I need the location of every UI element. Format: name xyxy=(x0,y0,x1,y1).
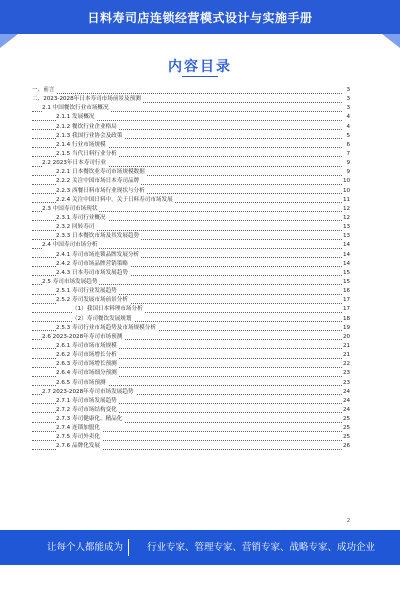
toc-entry[interactable] xyxy=(32,141,350,150)
toc-entry-page: 12 xyxy=(343,205,350,214)
toc-title-underline xyxy=(182,76,218,77)
toc-entry-page: 7 xyxy=(343,150,350,159)
toc-entry-title: 2.6.2 寿司市场增长分析 xyxy=(56,351,119,360)
toc-entry-page: 13 xyxy=(343,223,350,232)
toc-entry-title: 2.3.3 日本餐饮市场及其发展趋势 xyxy=(56,232,141,241)
toc-entry-title: 2.1.3 我国行业协会及政策 xyxy=(56,132,124,141)
toc-entry-title: 2.1.1 发展概况 xyxy=(56,113,96,122)
toc-entry-title: 2.7.6 品牌化发展 xyxy=(56,442,102,451)
toc-entry-page: 21 xyxy=(343,351,350,360)
toc-entry-page: 6 xyxy=(343,141,350,150)
toc-entry[interactable] xyxy=(32,205,350,214)
toc-entry-title: 2.5.3 寿司行业市场趋势及市场规模分析 xyxy=(56,324,158,333)
toc-entry-title: 2.4.2 寿司市场品牌营销策略 xyxy=(56,260,130,269)
toc-entry[interactable] xyxy=(32,296,350,305)
toc-entry[interactable] xyxy=(32,415,350,424)
toc-entry[interactable] xyxy=(32,150,350,159)
toc-entry[interactable] xyxy=(32,159,350,168)
toc-entry-page: 5 xyxy=(343,132,350,141)
toc-entry-title: （1）我国日本料理市场分析 xyxy=(72,305,145,314)
footer-divider xyxy=(128,539,129,556)
toc-entry[interactable] xyxy=(32,104,350,113)
toc-entry[interactable] xyxy=(32,388,350,397)
toc-entry-page: 25 xyxy=(343,424,350,433)
toc-entry-title: 2.4 中国寿司市场分析 xyxy=(42,241,99,250)
toc-entry-title: 2.6.3 寿司市场增长预测 xyxy=(56,360,119,369)
toc-entry[interactable] xyxy=(32,168,350,177)
toc-entry-title: 2.2.2 关注中国市场日本寿司品牌 xyxy=(56,177,141,186)
toc-entry-page: 24 xyxy=(343,397,350,406)
toc-entry-title: 2.7 2023-2028年寿司市场发展趋势 xyxy=(42,388,136,397)
toc-entry-title: 2.2.3 西餐日料市场行业现状与分析 xyxy=(56,187,147,196)
toc-entry-title: 一、前言 xyxy=(32,86,56,95)
toc-entry-page: 17 xyxy=(343,296,350,305)
toc-entry-page: 11 xyxy=(343,196,350,205)
toc-entry[interactable] xyxy=(32,187,350,196)
toc-leader-dots xyxy=(32,93,342,94)
toc-entry-title: 2.5.1 寿司行业发展趋势 xyxy=(56,287,119,296)
toc-entry[interactable] xyxy=(32,333,350,342)
toc-entry-page: 14 xyxy=(343,251,350,260)
toc-entry[interactable] xyxy=(32,260,350,269)
toc-entry-title: 2.1 中国餐饮行业市场概况 xyxy=(42,104,111,113)
header-decoration-left xyxy=(0,34,18,48)
toc-entry[interactable] xyxy=(32,305,350,314)
toc-entry[interactable] xyxy=(32,442,350,451)
toc-entry-page: 26 xyxy=(343,442,350,451)
header-decoration-right xyxy=(382,34,400,48)
toc-entry-title: 2.4.1 寿司市场连锁品牌发展分析 xyxy=(56,251,141,260)
table-of-contents xyxy=(32,86,350,452)
toc-entry-page: 21 xyxy=(343,342,350,351)
toc-entry[interactable] xyxy=(32,251,350,260)
toc-entry-page: 24 xyxy=(343,406,350,415)
footer-banner xyxy=(0,530,400,588)
toc-entry-page: 18 xyxy=(343,315,350,324)
toc-entry-title: 2.7.3 寿司健康化、精品化 xyxy=(56,415,124,424)
toc-entry-title: 2.6.1 寿司市场市场规模 xyxy=(56,342,119,351)
toc-entry-title: 2.2 2023年日本寿司行业 xyxy=(42,159,108,168)
toc-entry-title: 2.2.1 日本餐饮业寿司市场规模数据 xyxy=(56,168,147,177)
page-number: 2 xyxy=(346,518,350,524)
toc-entry-page: 24 xyxy=(343,388,350,397)
toc-entry-page: 22 xyxy=(343,360,350,369)
toc-entry[interactable] xyxy=(32,351,350,360)
toc-entry-title: 2.3.1 寿司行业概况 xyxy=(56,214,108,223)
footer-slogan-left: 让每个人都能成为 xyxy=(47,542,124,553)
toc-entry-page: 19 xyxy=(343,324,350,333)
toc-entry-title: 2.5 寿司市场发展趋势 xyxy=(42,278,99,287)
toc-entry-page: 13 xyxy=(343,232,350,241)
toc-entry[interactable] xyxy=(32,369,350,378)
toc-entry[interactable] xyxy=(32,241,350,250)
toc-entry[interactable] xyxy=(32,132,350,141)
toc-entry-page: 3 xyxy=(343,95,350,104)
document-title: 日料寿司店连锁经营模式设计与实施手册 xyxy=(87,10,313,25)
toc-entry-title: 2.1.2 餐饮行业企业格局 xyxy=(56,123,119,132)
toc-entry[interactable] xyxy=(32,324,350,333)
toc-entry-page: 23 xyxy=(343,369,350,378)
toc-entry[interactable] xyxy=(32,223,350,232)
toc-entry-page: 17 xyxy=(343,305,350,314)
toc-entry-title: 2.2.4 关注中国日料中，关于日料寿司市场发展 xyxy=(56,196,175,205)
toc-entry-title: 2.1.5 当代日料行业分析 xyxy=(56,150,119,159)
toc-entry[interactable] xyxy=(32,95,350,104)
toc-entry-page: 12 xyxy=(343,214,350,223)
toc-entry[interactable] xyxy=(32,433,350,442)
toc-entry[interactable] xyxy=(32,278,350,287)
toc-entry[interactable] xyxy=(32,123,350,132)
toc-entry-page: 25 xyxy=(343,415,350,424)
toc-entry[interactable] xyxy=(32,113,350,122)
header-banner xyxy=(0,0,400,34)
toc-entry[interactable] xyxy=(32,269,350,278)
toc-entry[interactable] xyxy=(32,424,350,433)
toc-entry-title: 2.6 2023-2028年寿司市场预测 xyxy=(42,333,124,342)
toc-entry-page: 4 xyxy=(343,123,350,132)
toc-entry[interactable] xyxy=(32,287,350,296)
toc-entry-page: 15 xyxy=(343,278,350,287)
toc-entry-page: 3 xyxy=(343,104,350,113)
toc-entry-page: 25 xyxy=(343,433,350,442)
toc-entry-page: 16 xyxy=(343,287,350,296)
toc-entry-title: 2.7.1 寿司市场发展趋势 xyxy=(56,397,119,406)
toc-entry[interactable] xyxy=(32,86,350,95)
toc-entry-title: 2.4.3 日本寿司市场发展趋势 xyxy=(56,269,130,278)
toc-entry-title: （2）寿司餐饮发展规划 xyxy=(72,315,134,324)
toc-entry-title: 2.5.2 寿司发展市场前景分析 xyxy=(56,296,130,305)
toc-entry-page: 4 xyxy=(343,113,350,122)
toc-entry-title: 2.7.4 连锁加盟化 xyxy=(56,424,102,433)
toc-entry-page: 20 xyxy=(343,333,350,342)
toc-entry-title: 2.7.2 寿司市场结构变化 xyxy=(56,406,119,415)
toc-entry-title: 2.7.5 寿司外卖化 xyxy=(56,433,102,442)
toc-entry[interactable] xyxy=(32,406,350,415)
toc-entry[interactable] xyxy=(32,397,350,406)
toc-entry-page: 14 xyxy=(343,260,350,269)
toc-entry-title: 二、2023-2028年日本寿司市场前景及预测 xyxy=(32,95,143,104)
toc-entry[interactable] xyxy=(32,360,350,369)
toc-entry-page: 14 xyxy=(343,241,350,250)
toc-entry-page: 10 xyxy=(343,187,350,196)
toc-entry-page: 15 xyxy=(343,269,350,278)
footer-slogan-right: 行业专家、管理专家、营销专家、战略专家、成功企业家…… xyxy=(147,542,376,588)
toc-entry-title: 2.1.4 行业市场规模 xyxy=(56,141,108,150)
toc-entry-title: 2.3.2 回转寿司 xyxy=(56,223,96,232)
toc-entry[interactable] xyxy=(32,177,350,186)
toc-title: 内容目录 xyxy=(168,59,232,75)
toc-entry[interactable] xyxy=(32,315,350,324)
toc-entry[interactable] xyxy=(32,196,350,205)
toc-entry-title: 2.6.4 寿司市场细分预测 xyxy=(56,369,119,378)
toc-entry-page: 9 xyxy=(343,159,350,168)
toc-entry[interactable] xyxy=(32,342,350,351)
toc-entry[interactable] xyxy=(32,214,350,223)
toc-entry-title: 2.6.5 寿司市场预测 xyxy=(56,379,108,388)
toc-entry-page: 23 xyxy=(343,379,350,388)
toc-entry-page: 9 xyxy=(343,168,350,177)
toc-entry-page: 3 xyxy=(343,86,350,95)
toc-entry-page: 10 xyxy=(343,177,350,186)
toc-entry-title: 2.3 中国寿司市场现状 xyxy=(42,205,99,214)
toc-entry[interactable] xyxy=(32,232,350,241)
toc-entry[interactable] xyxy=(32,379,350,388)
